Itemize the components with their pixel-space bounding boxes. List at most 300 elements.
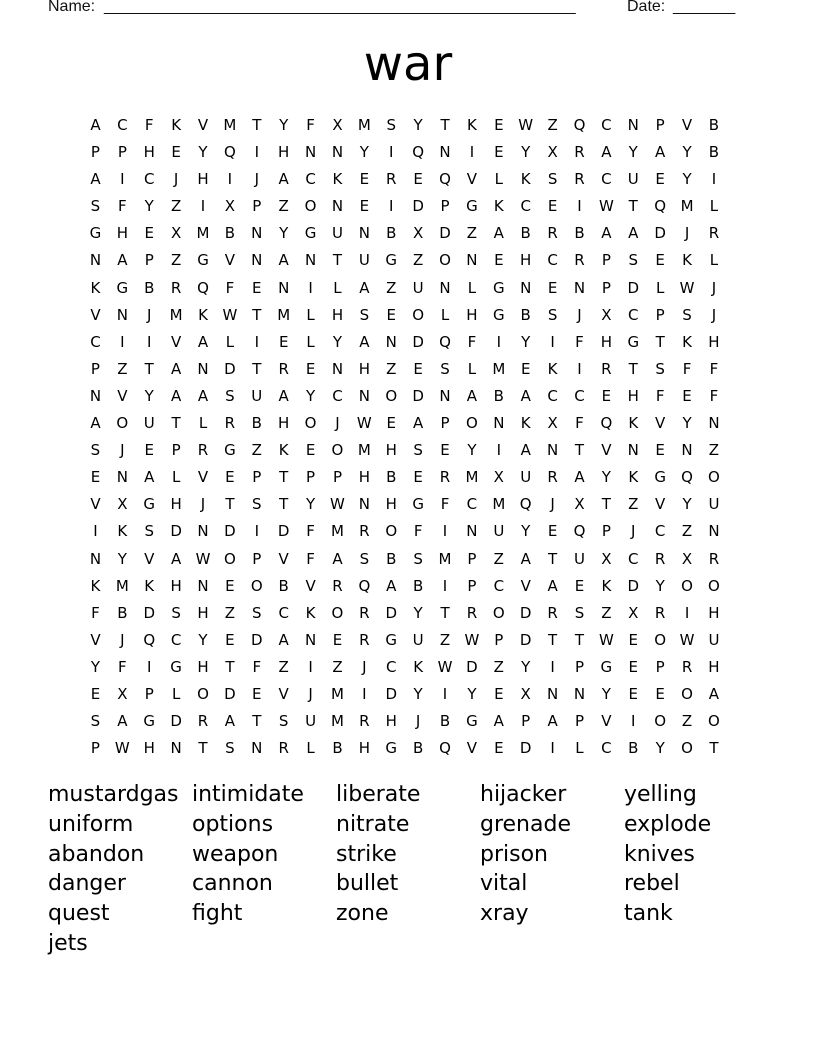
grid-letter: O [708, 576, 720, 595]
grid-letter: K [332, 170, 343, 189]
grid-letter: O [492, 603, 505, 622]
grid-letter: G [600, 657, 613, 676]
grid-letter: I [684, 603, 690, 622]
grid-letter: H [358, 359, 370, 378]
grid-letter: J [362, 657, 367, 676]
grid-letter: T [171, 414, 181, 433]
grid-letter: T [628, 197, 638, 216]
grid-letter: N [251, 251, 263, 270]
grid-letter: N [493, 414, 505, 433]
grid-letter: N [251, 224, 263, 243]
grid-letter: V [90, 630, 101, 649]
grid-letter: Y [682, 495, 692, 514]
grid-letter: N [358, 224, 370, 243]
grid-letter: R [197, 441, 209, 460]
grid-letter: H [278, 143, 290, 162]
grid-letter: D [627, 576, 640, 595]
grid-letter: I [362, 684, 367, 703]
grid-letter: E [494, 684, 504, 703]
grid-letter: G [143, 495, 156, 514]
grid-letter: Z [493, 549, 504, 568]
grid-letter: C [170, 630, 182, 649]
grid-letter: G [385, 739, 398, 758]
grid-letter: Y [682, 414, 692, 433]
grid-letter: F [682, 359, 692, 378]
grid-letter: R [439, 468, 451, 487]
grid-letter: K [198, 305, 208, 324]
grid-letter: T [548, 549, 558, 568]
grid-letter: E [90, 684, 101, 703]
grid-letter: A [520, 386, 531, 405]
word-bank-item: danger [48, 871, 126, 897]
grid-letter: U [331, 224, 343, 243]
grid-letter: Q [223, 143, 236, 162]
grid-letter: X [412, 224, 424, 243]
grid-letter: C [601, 116, 612, 134]
grid-letter: V [466, 170, 478, 189]
grid-letter: U [412, 630, 424, 649]
grid-letter: N [197, 522, 209, 541]
grid-letter: Z [251, 441, 262, 460]
grid-letter: E [278, 332, 289, 351]
grid-letter: B [708, 116, 720, 134]
grid-letter: B [493, 386, 504, 405]
grid-letter: W [679, 630, 695, 649]
grid-letter: R [574, 251, 585, 270]
grid-letter: M [465, 468, 479, 487]
grid-letter: Y [601, 684, 611, 703]
grid-letter: I [389, 197, 394, 216]
grid-letter: H [385, 495, 397, 514]
grid-letter: T [548, 630, 558, 649]
grid-letter: B [144, 278, 155, 297]
grid-letter: Z [278, 197, 289, 216]
grid-letter: Y [655, 739, 665, 758]
grid-letter: Z [681, 712, 693, 731]
grid-letter: H [197, 603, 209, 622]
grid-letter: O [223, 549, 236, 568]
grid-letter: K [682, 332, 692, 351]
grid-letter: A [90, 170, 101, 189]
grid-letter: L [494, 170, 503, 189]
grid-letter: R [278, 359, 289, 378]
grid-letter: A [628, 224, 639, 243]
grid-letter: G [116, 278, 129, 297]
grid-letter: B [386, 549, 397, 568]
grid-letter: B [520, 305, 531, 324]
grid-letter: B [224, 224, 236, 243]
name-line: _____________________________________________________ [104, 0, 576, 15]
grid-letter: U [493, 522, 505, 541]
grid-letter: F [144, 116, 154, 134]
grid-letter: V [601, 712, 612, 731]
grid-letter: Q [519, 495, 532, 514]
grid-letter: P [90, 739, 100, 758]
grid-letter: L [306, 305, 315, 324]
grid-letter: F [252, 657, 262, 676]
grid-letter: Y [628, 143, 638, 162]
grid-letter: P [117, 143, 127, 162]
grid-letter: F [306, 549, 315, 568]
grid-letter: V [601, 441, 612, 460]
grid-letter: C [601, 170, 612, 189]
grid-letter: Y [144, 197, 154, 216]
grid-letter: A [493, 224, 504, 243]
grid-letter: R [386, 170, 397, 189]
grid-letter: Y [467, 684, 477, 703]
word-bank-item: fight [192, 901, 243, 927]
grid-letter: P [90, 359, 100, 378]
grid-letter: P [252, 197, 262, 216]
grid-letter: S [574, 603, 585, 622]
grid-letter: H [520, 251, 532, 270]
grid-letter: O [197, 684, 209, 703]
grid-letter: T [440, 116, 450, 134]
grid-letter: D [439, 224, 451, 243]
grid-letter: W [437, 657, 453, 676]
grid-letter: M [223, 116, 237, 134]
grid-letter: Y [521, 522, 531, 541]
grid-letter: V [197, 116, 209, 134]
grid-letter: E [386, 305, 396, 324]
grid-letter: C [493, 576, 505, 595]
grid-letter: N [89, 386, 102, 405]
grid-letter: Z [278, 657, 289, 676]
grid-letter: L [306, 332, 315, 351]
grid-letter: Y [601, 468, 611, 487]
grid-letter: T [252, 116, 262, 134]
page-title: war [363, 36, 453, 92]
word-bank-item: explode [624, 811, 712, 837]
grid-letter: N [304, 143, 317, 162]
grid-letter: I [442, 684, 448, 703]
grid-letter: A [493, 712, 504, 731]
grid-letter: D [519, 630, 532, 649]
grid-letter: N [466, 251, 478, 270]
grid-letter: K [171, 116, 182, 134]
grid-letter: E [574, 576, 585, 595]
grid-letter: N [116, 468, 128, 487]
word-bank-item: cannon [192, 871, 273, 897]
grid-letter: F [118, 197, 127, 216]
grid-letter: R [547, 224, 558, 243]
grid-letter: D [251, 630, 263, 649]
grid-letter: M [492, 495, 506, 514]
grid-letter: I [550, 739, 555, 758]
grid-letter: G [654, 468, 666, 487]
grid-letter: M [277, 305, 291, 324]
grid-letter: C [520, 197, 531, 216]
grid-letter: D [412, 332, 424, 351]
grid-letter: E [90, 468, 101, 487]
grid-letter: X [601, 305, 612, 324]
grid-letter: O [681, 576, 693, 595]
grid-letter: H [170, 576, 182, 595]
name-date-header [48, 0, 748, 20]
grid-letter: K [278, 441, 289, 460]
grid-letter: W [598, 197, 614, 216]
grid-letter: N [708, 414, 720, 433]
grid-letter: F [91, 603, 100, 622]
grid-letter: I [469, 143, 475, 162]
grid-letter: O [385, 386, 398, 405]
grid-letter: H [385, 441, 397, 460]
grid-letter: N [708, 522, 720, 541]
grid-letter: Q [573, 116, 586, 134]
grid-letter: T [252, 712, 262, 731]
grid-letter: C [654, 522, 666, 541]
grid-letter: H [627, 386, 639, 405]
grid-letter: M [330, 712, 344, 731]
grid-letter: T [279, 468, 289, 487]
grid-letter: N [331, 359, 344, 378]
grid-letter: F [575, 414, 584, 433]
grid-letter: A [332, 549, 343, 568]
grid-letter: A [278, 630, 289, 649]
grid-letter: D [519, 603, 532, 622]
grid-letter: T [225, 657, 235, 676]
grid-letter: P [252, 549, 262, 568]
grid-letter: U [708, 495, 720, 514]
grid-letter: H [466, 305, 478, 324]
grid-letter: I [711, 170, 717, 189]
grid-letter: D [224, 522, 236, 541]
grid-letter: E [547, 197, 558, 216]
grid-letter: P [171, 441, 181, 460]
grid-letter: P [494, 630, 504, 649]
grid-letter: B [412, 576, 424, 595]
grid-letter: Z [117, 359, 128, 378]
grid-letter: P [521, 712, 531, 731]
grid-letter: B [386, 224, 397, 243]
grid-letter: N [466, 522, 478, 541]
grid-letter: R [547, 468, 558, 487]
grid-letter: C [601, 739, 612, 758]
grid-letter: N [170, 739, 182, 758]
grid-letter: O [681, 739, 693, 758]
grid-letter: T [574, 441, 585, 460]
grid-letter: S [225, 739, 235, 758]
grid-letter: P [601, 278, 611, 297]
grid-letter: Z [170, 251, 182, 270]
grid-letter: K [144, 576, 155, 595]
grid-letter: P [90, 143, 100, 162]
letter-grid [82, 112, 727, 762]
grid-letter: C [466, 495, 478, 514]
grid-letter: P [574, 712, 584, 731]
grid-letter: N [304, 630, 317, 649]
grid-letter: M [357, 441, 371, 460]
grid-letter: K [547, 359, 558, 378]
grid-letter: E [225, 576, 235, 595]
grid-letter: X [601, 549, 612, 568]
grid-letter: B [251, 414, 262, 433]
grid-letter: G [385, 630, 398, 649]
grid-letter: B [278, 576, 289, 595]
grid-letter: P [332, 468, 342, 487]
grid-letter: N [278, 278, 290, 297]
grid-letter: H [197, 170, 209, 189]
date-line: _______ [673, 0, 736, 15]
grid-letter: J [254, 170, 259, 189]
grid-letter: Y [655, 576, 665, 595]
grid-letter: E [628, 630, 638, 649]
grid-letter: L [655, 278, 665, 297]
grid-letter: Q [681, 468, 693, 487]
grid-letter: E [305, 441, 316, 460]
grid-letter: N [573, 684, 586, 703]
grid-letter: K [305, 603, 316, 622]
grid-letter: I [93, 522, 98, 541]
grid-letter: T [198, 739, 208, 758]
grid-letter: N [251, 739, 263, 758]
grid-letter: R [681, 657, 693, 676]
grid-letter: V [466, 739, 478, 758]
grid-letter: L [306, 739, 315, 758]
grid-letter: U [412, 278, 424, 297]
grid-letter: K [117, 522, 128, 541]
date-label: Date: [627, 0, 666, 15]
grid-letter: I [254, 332, 259, 351]
grid-letter: K [628, 468, 639, 487]
grid-letter: S [90, 712, 101, 731]
grid-letter: A [708, 684, 720, 703]
grid-letter: R [708, 224, 720, 243]
grid-letter: E [547, 278, 558, 297]
grid-letter: A [170, 386, 182, 405]
grid-letter: G [197, 251, 209, 270]
grid-letter: K [493, 197, 504, 216]
grid-letter: C [305, 170, 316, 189]
grid-letter: X [117, 684, 128, 703]
grid-letter: A [117, 251, 128, 270]
grid-letter: O [439, 251, 451, 270]
grid-letter: O [385, 522, 398, 541]
grid-letter: S [252, 495, 262, 514]
grid-letter: H [600, 332, 612, 351]
grid-letter: R [359, 712, 370, 731]
grid-letter: X [520, 684, 531, 703]
grid-letter: Z [439, 630, 451, 649]
grid-letter: Q [143, 630, 156, 649]
grid-letter: P [440, 197, 450, 216]
grid-letter: F [440, 495, 450, 514]
grid-letter: J [631, 522, 636, 541]
grid-letter: Y [198, 630, 208, 649]
grid-letter: H [331, 305, 344, 324]
grid-letter: X [332, 116, 343, 134]
grid-letter: J [684, 224, 690, 243]
grid-letter: U [520, 468, 532, 487]
word-bank-item: bullet [336, 871, 399, 897]
grid-letter: M [680, 197, 694, 216]
grid-letter: Q [439, 739, 451, 758]
grid-letter: T [252, 359, 262, 378]
grid-letter: N [331, 197, 344, 216]
grid-letter: I [550, 332, 555, 351]
grid-letter: A [574, 468, 585, 487]
grid-letter: H [197, 657, 209, 676]
grid-letter: N [358, 495, 370, 514]
grid-letter: Y [332, 332, 343, 351]
grid-letter: E [413, 359, 423, 378]
grid-letter: G [304, 224, 317, 243]
grid-letter: S [359, 305, 370, 324]
grid-letter: R [359, 630, 370, 649]
grid-letter: J [308, 684, 313, 703]
grid-letter: I [550, 657, 555, 676]
grid-letter: R [708, 549, 720, 568]
grid-letter: D [170, 522, 182, 541]
grid-letter: P [144, 684, 154, 703]
grid-letter: A [278, 251, 289, 270]
word-bank-item: quest [48, 901, 110, 927]
grid-letter: I [120, 170, 125, 189]
grid-letter: P [601, 251, 611, 270]
grid-letter: A [278, 386, 289, 405]
grid-letter: H [358, 739, 370, 758]
grid-letter: G [492, 278, 505, 297]
grid-letter: T [601, 495, 611, 514]
grid-letter: R [197, 712, 209, 731]
grid-letter: L [225, 332, 235, 351]
grid-letter: I [147, 657, 152, 676]
grid-letter: M [357, 116, 371, 134]
grid-letter: Z [386, 278, 397, 297]
grid-letter: P [440, 414, 450, 433]
grid-letter: L [440, 305, 450, 324]
grid-letter: E [655, 251, 665, 270]
grid-letter: O [708, 712, 720, 731]
grid-letter: V [520, 576, 531, 595]
grid-letter: N [116, 305, 128, 324]
grid-letter: J [173, 170, 179, 189]
grid-letter: E [144, 224, 154, 243]
grid-letter: N [573, 278, 586, 297]
grid-letter: G [89, 224, 102, 243]
grid-letter: E [413, 468, 423, 487]
grid-letter: H [385, 712, 397, 731]
grid-letter: U [251, 386, 263, 405]
grid-letter: V [144, 549, 155, 568]
grid-letter: T [709, 739, 719, 758]
grid-letter: Q [197, 278, 209, 297]
grid-letter: A [90, 414, 101, 433]
grid-letter: H [170, 495, 182, 514]
grid-letter: I [442, 522, 448, 541]
grid-letter: N [89, 251, 102, 270]
grid-letter: F [306, 116, 315, 134]
grid-letter: W [598, 630, 614, 649]
grid-letter: P [467, 549, 477, 568]
grid-letter: P [574, 657, 584, 676]
grid-letter: V [278, 684, 289, 703]
grid-letter: R [574, 143, 585, 162]
grid-letter: E [332, 630, 343, 649]
grid-letter: O [331, 603, 344, 622]
grid-letter: Y [117, 549, 127, 568]
word-bank-item: rebel [624, 871, 680, 897]
grid-letter: O [331, 441, 344, 460]
grid-letter: D [466, 657, 478, 676]
grid-letter: V [305, 576, 316, 595]
grid-letter: A [520, 441, 531, 460]
grid-letter: L [333, 278, 342, 297]
grid-letter: Y [305, 386, 316, 405]
grid-letter: N [627, 441, 639, 460]
grid-letter: N [197, 359, 209, 378]
grid-letter: E [440, 441, 450, 460]
